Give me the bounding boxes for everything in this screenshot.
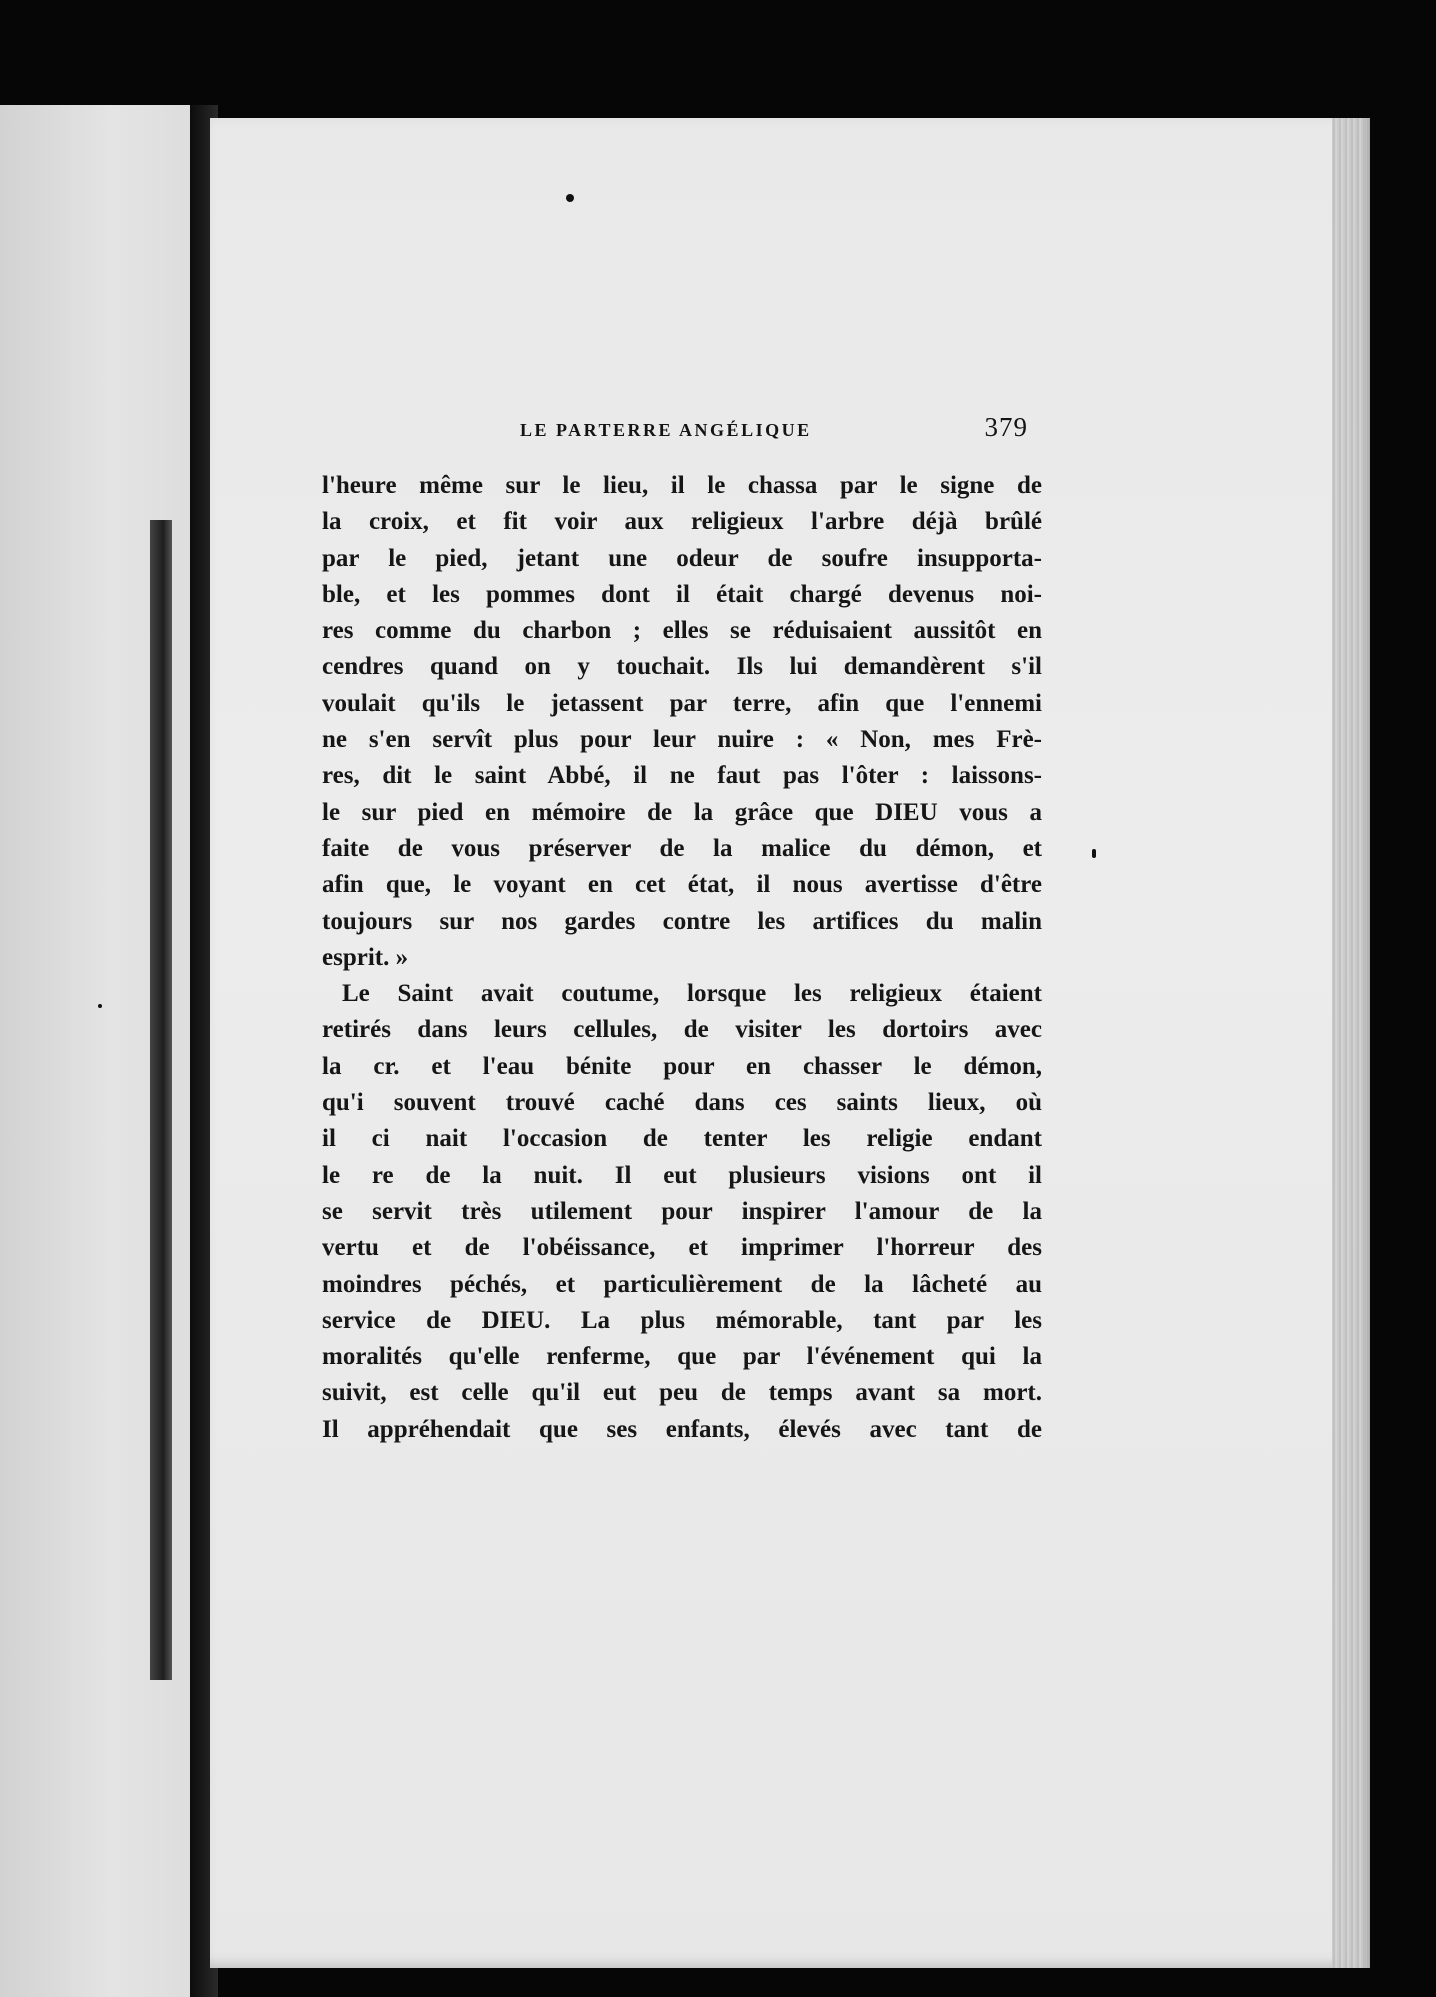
running-head bbox=[520, 412, 1028, 452]
text-line: le sur pied en mémoire de la grâce que DIEU vous a bbox=[322, 798, 1042, 826]
text-line: la croix, et fit voir aux religieux l'arbre déjà brûlé bbox=[322, 508, 1042, 536]
text-line: retirés dans leurs cellules, de visiter les dortoirs avec bbox=[322, 1016, 1042, 1044]
running-title: LE PARTERRE ANGÉLIQUE bbox=[520, 420, 812, 440]
text-line: moralités qu'elle renferme, que par l'événement qui la bbox=[322, 1343, 1042, 1371]
text-line: il ci nait l'occasion de tenter les religie endant bbox=[322, 1125, 1042, 1153]
text-line: toujours sur nos gardes contre les artifices du malin bbox=[322, 907, 1042, 935]
text-line: qu'i souvent trouvé caché dans ces saints lieux, où bbox=[322, 1089, 1042, 1117]
text-line: l'heure même sur le lieu, il le chassa par le signe de bbox=[322, 472, 1042, 499]
body-text bbox=[322, 468, 1042, 1448]
text-line: par le pied, jetant une odeur de soufre insupporta- bbox=[322, 544, 1042, 572]
text-line: moindres péchés, et particulièrement de la lâcheté au bbox=[322, 1270, 1042, 1298]
previous-page-fragment bbox=[0, 105, 205, 1997]
text-line: service de DIEU. La plus mémorable, tant par les bbox=[322, 1306, 1042, 1334]
text-line: esprit. » bbox=[322, 943, 409, 971]
page-number: 379 bbox=[984, 412, 1028, 442]
page-fore-edge bbox=[1332, 118, 1370, 1968]
speck-mark bbox=[98, 1004, 102, 1008]
text-line: ble, et les pommes dont il était chargé devenus noi- bbox=[322, 580, 1042, 608]
text-line: afin que, le voyant en cet état, il nous avertisse d'être bbox=[322, 871, 1042, 899]
text-line: faite de vous préserver de la malice du démon, et bbox=[322, 834, 1042, 862]
text-line: res, dit le saint Abbé, il ne faut pas l'ôter : laissons- bbox=[322, 762, 1042, 790]
text-line: Le Saint avait coutume, lorsque les religieux étaient bbox=[342, 980, 1042, 1008]
text-line: ne s'en servît plus pour leur nuire : « Non, mes Frè- bbox=[322, 726, 1042, 754]
previous-page-edge bbox=[150, 520, 172, 1680]
text-line: se servit très utilement pour inspirer l'amour de la bbox=[322, 1197, 1042, 1225]
text-line: cendres quand on y touchait. Ils lui demandèrent s'il bbox=[322, 653, 1042, 681]
text-line: le re de la nuit. Il eut plusieurs visions ont il bbox=[322, 1161, 1042, 1189]
text-line: la cr. et l'eau bénite pour en chasser le démon, bbox=[322, 1052, 1042, 1080]
text-line: Il appréhendait que ses enfants, élevés avec tant de bbox=[322, 1415, 1042, 1443]
text-line: voulait qu'ils le jetassent par terre, afin que l'ennemi bbox=[322, 689, 1042, 717]
speck-mark bbox=[1092, 849, 1096, 858]
text-line: res comme du charbon ; elles se réduisaient aussitôt en bbox=[322, 617, 1042, 645]
text-line: vertu et de l'obéissance, et imprimer l'horreur des bbox=[322, 1234, 1042, 1262]
text-line: suivit, est celle qu'il eut peu de temps avant sa mort. bbox=[322, 1379, 1042, 1407]
speck-mark bbox=[566, 194, 574, 202]
